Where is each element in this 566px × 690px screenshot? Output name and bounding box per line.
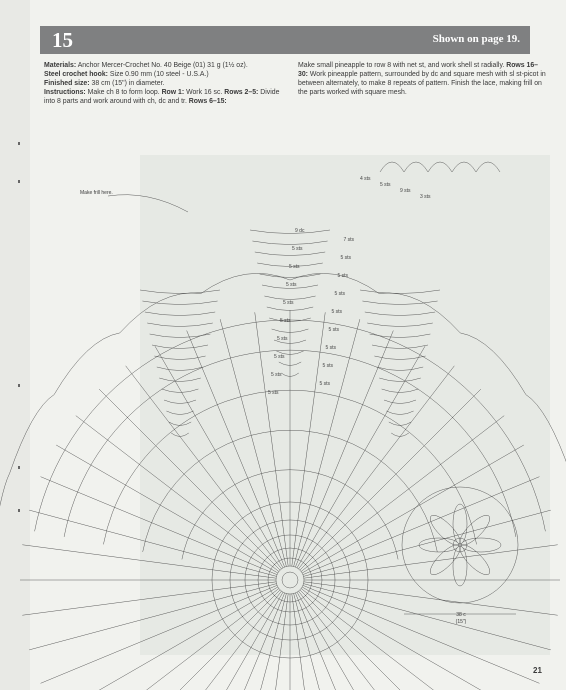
materials-text: Anchor Mercer-Crochet No. 40 Beige (01) 31 g (1½ oz). [76,62,248,69]
pineapple-row [140,290,220,294]
radial-line [300,590,481,690]
frill-leader [108,195,188,212]
stitch-count-label: 5 sts [319,381,331,387]
radial-line [76,416,279,572]
radial-line [301,416,504,572]
instructions-text: Make ch 8 to form loop. [85,89,162,96]
radial-line [303,477,540,575]
frill-note: Make frill here. [80,190,113,196]
edge-scallop [379,293,460,333]
radial-line [303,585,540,683]
instructions-label: Instructions: [44,89,86,96]
radial-line [295,593,393,690]
radial-line [187,593,285,690]
radial-line [292,594,325,690]
pineapple-row [152,345,208,349]
stitch-count-label: 5 sts [286,282,297,288]
pattern-number: 15 [52,28,73,52]
radial-line [126,591,282,690]
pineapple-row [164,400,196,404]
right-text-b: Work pineapple pattern, surrounded by dc and square mesh with sl st-picot in between alternately, to make 8 repeats of pattern. Finish the lace, making frill on the parts worked with square mesh. [298,71,546,96]
stitch-count-label: 5 sts [380,182,391,188]
row1-text: Work 16 sc. [184,89,225,96]
rows2-5-text: Divide into 8 parts and work around with ch, dc and tr. [44,89,280,105]
radial-line [297,592,425,690]
stitch-count-label: 4 sts [360,176,371,182]
radial-line [299,591,455,690]
pineapple-row [169,422,191,426]
frill-scallop [452,162,476,172]
materials-label: Materials: [44,62,77,69]
radial-line [300,389,481,570]
stitch-count-label: 7 sts [343,237,355,243]
right-text-a: Make small pineapple to row 8 with net st, and work shell st radially. [298,62,507,69]
pineapple-row [154,356,205,360]
edge-scallop [0,473,10,561]
pineapple-row [267,307,313,311]
radial-line [255,594,288,690]
radial-line [99,389,280,570]
stitch-count-label: 5 sts [274,354,285,360]
frill-scallop [380,162,404,172]
stitch-count-label: 5 sts [325,345,337,351]
center-ring [282,572,298,588]
size-label: Finished size: [44,80,90,87]
stitch-count-label: 5 sts [292,246,303,252]
pineapple-row [384,400,416,404]
stitch-count-label: 3 sts [420,194,431,200]
pineapple-row [252,241,327,245]
rows16-30-label: Rows 16–30: [298,62,539,78]
stitch-count-label: 5 sts [271,372,282,378]
center-ring [276,566,304,594]
hook-label: Steel crochet hook: [44,71,108,78]
pineapple-row [360,290,440,294]
pineapple-row [250,230,330,234]
pineapple-row [171,433,189,437]
shown-on-page: Shown on page 19. [432,33,520,45]
row1-label: Row 1: [161,89,185,96]
edge-scallop [120,293,201,333]
radial-line [187,331,285,568]
pineapple-row [386,411,413,415]
stitch-count-label: 5 sts [334,291,346,297]
pineapple-row [142,301,217,305]
pineapple-row [389,422,411,426]
rows6-15-label: Rows 6–15: [188,98,227,105]
pineapple-row [264,296,315,300]
stitch-count-label: 5 sts [331,309,343,315]
pineapple-row [379,378,421,382]
edge-scallop [10,395,54,474]
stitch-count-label: 5 sts [322,363,334,369]
stitch-count-label: 5 sts [277,336,288,342]
radial-line [304,584,551,650]
stitch-count-label: 9 dc [295,228,305,234]
radial-line [126,366,282,569]
stitch-count-label: 5 sts [328,327,340,333]
stitch-count-label: 5 sts [337,273,349,279]
page-number: 21 [533,666,542,675]
edge-scallop [526,395,566,474]
radial-line [29,584,276,650]
pineapple-row [166,411,193,415]
dimension-inches: (15") [455,619,467,625]
stitch-count-label: 5 sts [289,264,300,270]
radial-line [155,592,283,690]
pineapple-row [372,345,428,349]
edge-scallop [201,273,290,293]
edge-scallop [54,333,120,395]
frill-scallop [428,162,452,172]
pineapple-row [260,274,321,278]
pineapple-row [145,312,215,316]
pineapple-row [362,301,437,305]
frill-scallop [404,162,428,172]
radial-line [295,331,393,568]
stitch-count-label: 5 sts [280,318,291,324]
pineapple-row [367,323,433,327]
edge-scallop [460,333,526,395]
pineapple-row [391,433,409,437]
stitch-count-label: 5 sts [340,255,352,261]
radial-line [29,510,276,576]
pineapple-row [255,252,325,256]
stitch-count-label: 5 sts [283,300,294,306]
pineapple-row [147,323,213,327]
stitch-count-label: 5 sts [268,390,279,396]
hook-text: Size 0.90 mm (10 steel - U.S.A.) [107,71,209,78]
pineapple-row [374,356,425,360]
stitch-count-label: 9 sts [400,188,411,194]
rows2-5-label: Rows 2–5: [224,89,259,96]
radial-line [41,585,278,683]
dimension-label: 38 c [456,612,466,618]
pineapple-row [159,378,201,382]
frill-scallop [476,162,500,172]
pineapple-row [365,312,435,316]
size-text: 38 cm (15") in diameter. [89,80,165,87]
radial-line [99,590,280,690]
radial-line [41,477,278,575]
